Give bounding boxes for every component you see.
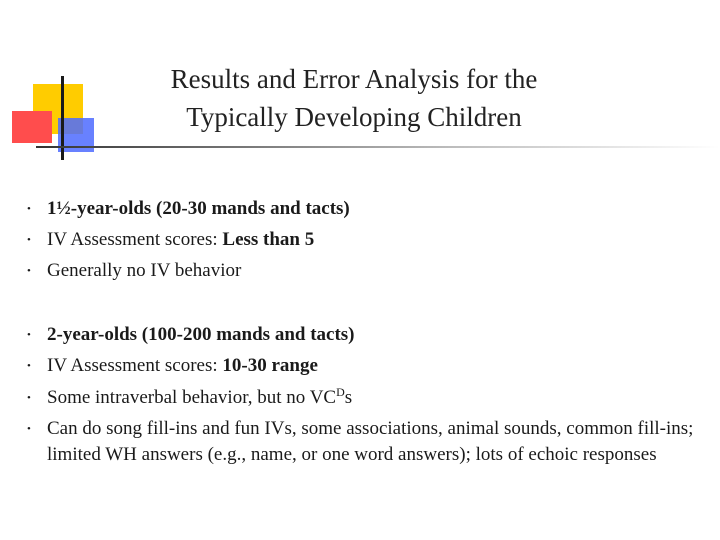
bullet-icon: • xyxy=(27,265,31,277)
red-square-decoration xyxy=(12,111,52,143)
bullet-icon: • xyxy=(27,360,31,372)
bullet-icon: • xyxy=(27,329,31,341)
slide-title xyxy=(120,60,588,136)
bullet-icon: • xyxy=(27,392,31,404)
horizontal-rule-decoration xyxy=(36,146,720,148)
bullet-icon: • xyxy=(27,423,31,435)
title-line-2: Typically Developing Children xyxy=(186,102,522,132)
score-value: 10-30 range xyxy=(222,355,318,376)
age-group-heading: 2-year-olds (100-200 mands and tacts) xyxy=(47,324,355,345)
bullet-icon: • xyxy=(27,203,31,215)
bullet-icon: • xyxy=(27,234,31,246)
age-group-heading: 1½-year-olds (20-30 mands and tacts) xyxy=(47,198,350,219)
title-line-1: Results and Error Analysis for the xyxy=(170,64,538,94)
score-value: Less than 5 xyxy=(222,229,315,250)
